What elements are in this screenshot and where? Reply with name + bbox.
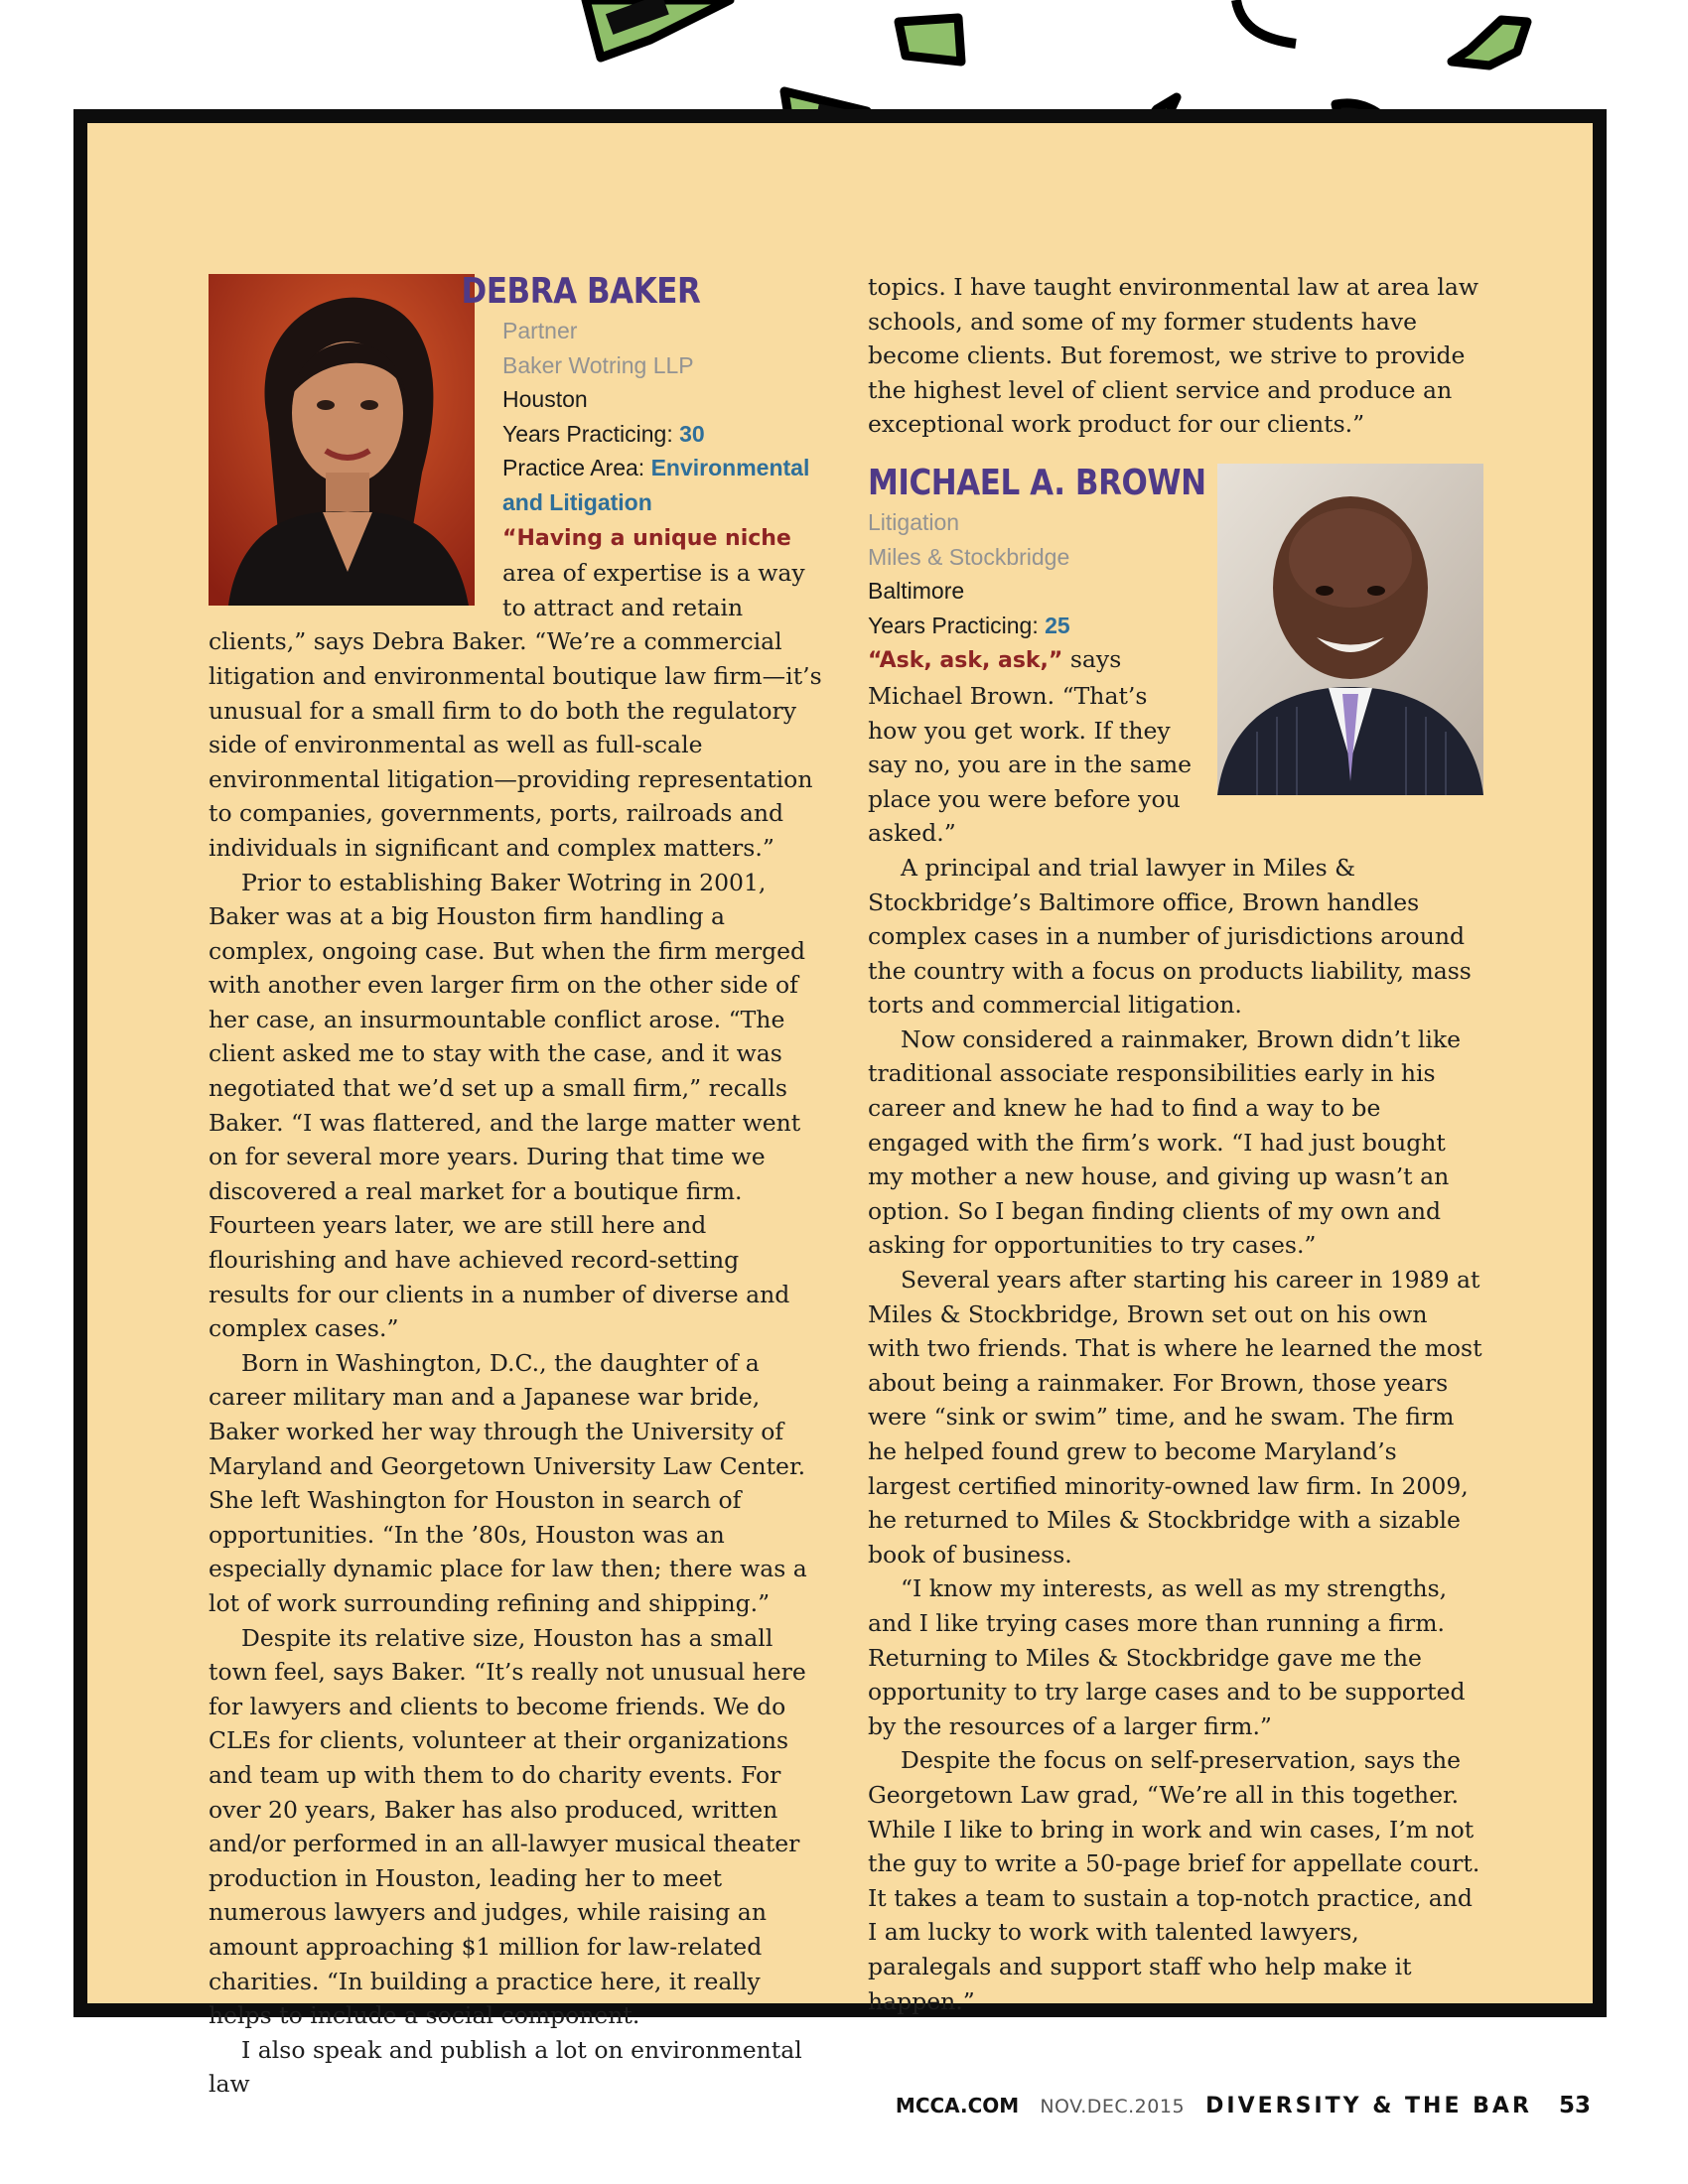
body-paragraph: Prior to establishing Baker Wotring in 2001, Baker was at a big Houston firm handling a complex, ongoing case. But when the firm merged with another even larger firm on the other side of her case, an insurmountable conflict arose. “The client asked me to stay with the case, and it was negotiated that we’d set up a small firm,” recalls Baker. “I was flattered, and the large matter went on for several more years. During that time we discovered a real market for a boutique firm. Fourteen years later, we are still here and flourishing and have achieved record-setting results for our clients in a number of diverse and complex cases.” [209,868,806,1343]
years-label: Years Practicing: [502,420,680,447]
left-column [209,270,824,2102]
footer-date: NOV.DEC.2015 [1040,2096,1186,2117]
profile-name: DEBRA BAKER [461,271,701,312]
intro-text: area of expertise is a way to attract and retain clients,” says Debra Baker. “We’re a commercial litigation and environmental boutique law firm—it’s unusual for a small firm to do both the regulatory side of environmental as well as full-scale environmental litigation—providing representation to companies, governments, ports, railroads and individuals in significant and complex matters.” [209,559,822,862]
body-paragraph: Born in Washington, D.C., the daughter of a career military man and a Japanese war bride, Baker worked her way through the University of Maryland and Georgetown University Law Center. She left Washington for Houston in search of opportunities. “In the ’80s, Houston was an especially dynamic place for law then; there was a lot of work surrounding refining and shipping.” [209,1348,807,1617]
debra-baker-photo [209,274,475,606]
pull-quote: “Ask, ask, ask,” [868,648,1063,674]
pull-quote: “Having a unique niche [502,525,791,551]
profile-title: Partner [502,318,578,343]
body-paragraph: I also speak and publish a lot on environmental law [209,2035,802,2099]
body-paragraph: Now considered a rainmaker, Brown didn’t like traditional associate responsibilities early in his career and knew he had to find a way to be engaged with the firm’s work. “I had just bought my mother a new house, and giving up wasn’t an option. So I began finding clients of my own and asking for opportunities to try cases.” [868,1024,1461,1260]
portrait-icon [1217,464,1483,795]
profile-city: Baltimore [868,578,965,605]
profile-name: MICHAEL A. BROWN [868,462,1206,503]
body-paragraph: Several years after starting his career in 1989 at Miles & Stockbridge, Brown set out on his own with two friends. That is where he learned the most about being a rainmaker. For Brown, those years were “sink or swim” time, and he swam. The firm he helped found grew to become Maryland’s largest certified minority-owned law firm. In 2009, he returned to Miles & Stockbridge with a sizable book of business. [868,1266,1482,1569]
body-paragraph: Despite its relative size, Houston has a small town feel, says Baker. “It’s really not unusual here for lawyers and clients to become friends. We do CLEs for clients, volunteer at their organizations and team up with them to do charity events. For over 20 years, Baker has also produced, written and/or performed in an all-lawyer musical theater production in Houston, leading her to meet numerous lawyers and judges, while raising an amount approaching $1 million for law-related charities. “In building a practice here, it really helps to include a social component. [209,1623,806,2030]
page-footer [880,2093,1591,2118]
michael-brown-photo [1217,464,1483,795]
years-label: Years Practicing: [868,612,1046,638]
footer-site: MCCA.COM [895,2094,1020,2117]
continuation-paragraph: topics. I have taught environmental law at area law schools, and some of my former students have become clients. But foremost, we strive to provide the highest level of client service and produce an exceptional work product for our clients.” [868,273,1478,439]
profile-city: Houston [502,386,588,413]
footer-magazine: DIVERSITY & THE BAR [1205,2094,1532,2118]
practice-area-value: Environmental and Litigation [502,455,810,515]
profile-title: Litigation [868,508,960,535]
years-value: 30 [679,420,705,447]
portrait-icon [209,274,475,606]
practice-area-label: Practice Area: [502,455,651,481]
body-paragraph: A principal and trial lawyer in Miles & Stockbridge’s Baltimore office, Brown handles complex cases in a number of jurisdictions around the country with a focus on products liability, mass torts and commercial litigation. [868,853,1472,1020]
profile-firm: Miles & Stockbridge [868,543,1070,570]
intro-text: says Michael Brown. “That’s how you get work. If they say no, you are in the same place you were before you asked.” [868,645,1193,848]
body-paragraph: “I know my interests, as well as my strengths, and I like trying cases more than running a firm. Returning to Miles & Stockbridge gave me the opportunity to try large cases and to be supported by the resources of a larger firm.” [868,1574,1466,1740]
page-number: 53 [1558,2093,1591,2118]
profile-firm: Baker Wotring LLP [502,351,694,378]
years-value: 25 [1045,612,1070,638]
right-column [868,270,1483,2018]
body-paragraph: Despite the focus on self-preservation, says the Georgetown Law grad, “We’re all in this together. While I like to bring in work and win cases, I’m not the guy to write a 50-page brief for appellate court. It takes a team to sustain a top-notch practice, and I am lucky to work with talented lawyers, paralegals and support staff who help make it happen.” [868,1746,1480,2015]
